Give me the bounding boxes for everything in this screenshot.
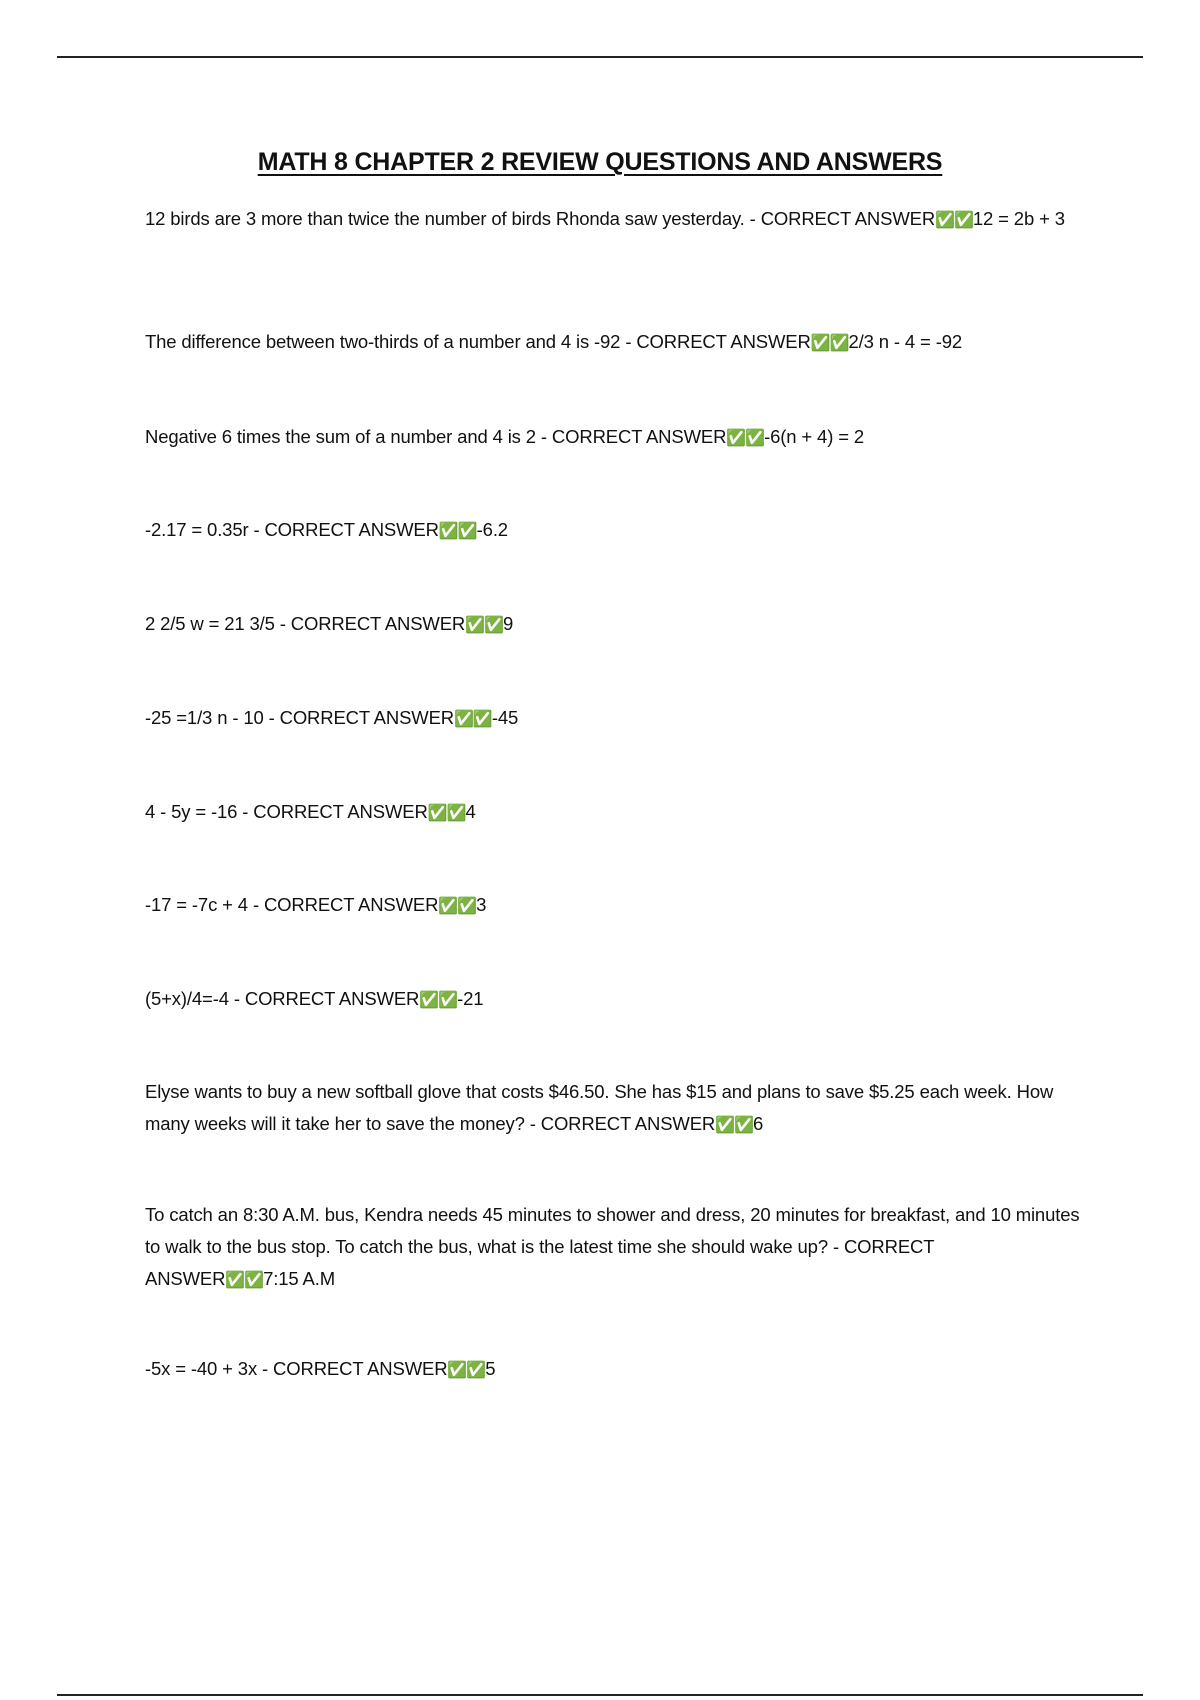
answer-marker: CORRECT ANSWER <box>253 801 428 822</box>
question-text: The difference between two-thirds of a number and 4 is -92 <box>145 331 621 352</box>
check-mark-icon: ✅✅ <box>453 711 492 728</box>
question-text: (5+x)/4=-4 <box>145 988 229 1009</box>
answer-marker: CORRECT ANSWER <box>264 519 439 540</box>
answer-marker: CORRECT ANSWER <box>279 707 454 728</box>
check-mark-icon: ✅✅ <box>427 805 466 822</box>
answer-marker: CORRECT ANSWER <box>290 613 466 634</box>
answer-marker: CORRECT ANSWER <box>636 331 811 352</box>
qa-item: -17 = -7c + 4 - CORRECT ANSWER✅✅3 <box>145 894 487 915</box>
qa-item: -5x = -40 + 3x - CORRECT ANSWER✅✅5 <box>145 1358 496 1379</box>
question-text: Negative 6 times the sum of a number and 4 is 2 <box>145 426 536 447</box>
check-mark-icon: ✅✅ <box>438 523 477 540</box>
qa-item: Elyse wants to buy a new softball glove that costs $46.50. She has $15 and plans to save $5.25 each week. How many weeks will it take her to save the money? - CORRECT ANSWER✅✅6 <box>145 1081 1054 1134</box>
document-title: MATH 8 CHAPTER 2 REVIEW QUESTIONS AND ANSWERS <box>257 148 943 176</box>
answer-marker: CORRECT ANSWER <box>145 1236 935 1289</box>
question-text: 2 2/5 w = 21 3/5 <box>145 613 275 634</box>
answer-text: 12 = 2b + 3 <box>972 208 1065 229</box>
answer-text: 7:15 A.M <box>263 1268 335 1289</box>
answer-marker: CORRECT ANSWER <box>551 426 727 447</box>
answer-text: 2/3 n - 4 = -92 <box>848 331 962 352</box>
qa-item: The difference between two-thirds of a number and 4 is -92 - CORRECT ANSWER✅✅2/3 n - 4 = -92 <box>145 331 962 352</box>
answer-marker: CORRECT ANSWER <box>273 1358 448 1379</box>
question-text: -25 =1/3 n - 10 <box>145 707 264 728</box>
answer-text: 4 <box>465 801 476 822</box>
question-text: -2.17 = 0.35r <box>145 519 249 540</box>
question-text: Elyse wants to buy a new softball glove that costs $46.50. She has $15 and plans to save $5.25 each week. How many weeks will it take her to save the money? <box>145 1081 1054 1134</box>
question-text: -5x = -40 + 3x <box>145 1358 258 1379</box>
question-text: -17 = -7c + 4 <box>145 894 248 915</box>
qa-item: -25 =1/3 n - 10 - CORRECT ANSWER✅✅-45 <box>145 707 519 728</box>
answer-text: -21 <box>457 988 484 1009</box>
answer-text: 5 <box>485 1358 496 1379</box>
answer-text: -45 <box>491 707 519 728</box>
qa-item: 12 birds are 3 more than twice the number of birds Rhonda saw yesterday. - CORRECT ANSWER✅✅12 = 2b + 3 <box>145 208 1065 229</box>
check-mark-icon: ✅✅ <box>465 617 503 634</box>
qa-item: To catch an 8:30 A.M. bus, Kendra needs 45 minutes to shower and dress, 20 minutes for breakfast, and 10 minutes to walk to the bus stop. To catch the bus, what is the latest time she should wake up? - CORRECT ANSWER✅✅7:15 A.M <box>145 1204 1080 1289</box>
check-mark-icon: ✅✅ <box>438 898 477 915</box>
question-text: To catch an 8:30 A.M. bus, Kendra needs 45 minutes to shower and dress, 20 minutes for breakfast, and 10 minutes to walk to the bus stop. To catch the bus, what is the latest time she should wake up? <box>145 1204 1080 1257</box>
answer-text: -6(n + 4) = 2 <box>764 426 864 447</box>
check-mark-icon: ✅✅ <box>726 430 765 447</box>
check-mark-icon: ✅✅ <box>810 335 849 352</box>
qa-item: Negative 6 times the sum of a number and 4 is 2 - CORRECT ANSWER✅✅-6(n + 4) = 2 <box>145 426 864 447</box>
check-mark-icon: ✅✅ <box>715 1117 753 1134</box>
check-mark-icon: ✅✅ <box>225 1272 264 1289</box>
check-mark-icon: ✅✅ <box>935 212 973 229</box>
answer-text: 3 <box>476 894 487 915</box>
answer-text: -6.2 <box>476 519 508 540</box>
check-mark-icon: ✅✅ <box>447 1362 486 1379</box>
answer-text: 9 <box>502 613 514 634</box>
answer-marker: CORRECT ANSWER <box>263 894 439 915</box>
answer-text: 6 <box>752 1113 764 1134</box>
qa-item: (5+x)/4=-4 - CORRECT ANSWER✅✅-21 <box>145 988 484 1009</box>
qa-item: 4 - 5y = -16 - CORRECT ANSWER✅✅4 <box>145 801 476 822</box>
answer-marker: CORRECT ANSWER <box>760 208 936 229</box>
question-text: 12 birds are 3 more than twice the number of birds Rhonda saw yesterday. <box>145 208 745 229</box>
qa-item: -2.17 = 0.35r - CORRECT ANSWER✅✅-6.2 <box>145 519 508 540</box>
question-text: 4 - 5y = -16 <box>145 801 238 822</box>
answer-marker: CORRECT ANSWER <box>244 988 420 1009</box>
bottom-rule <box>57 1694 1143 1696</box>
qa-item: 2 2/5 w = 21 3/5 - CORRECT ANSWER✅✅9 <box>145 613 514 634</box>
check-mark-icon: ✅✅ <box>419 992 458 1009</box>
answer-marker: CORRECT ANSWER <box>540 1113 716 1134</box>
